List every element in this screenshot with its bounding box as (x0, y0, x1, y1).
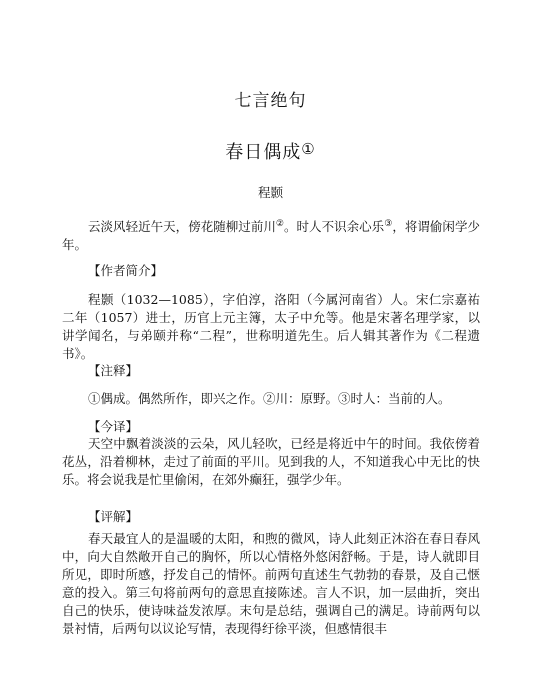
footnote-mark-3: ③ (384, 219, 393, 229)
translation-heading: 【今译】 (88, 419, 139, 434)
footnote-mark-1: ① (301, 140, 316, 158)
author-intro-text: 程颢（1032—1085），字伯淳，洛阳（今属河南省）人。宋仁宗嘉祐二年（1057）进士，历官上元主簿，太子中允等。他是宋著名理学家，以讲学闻名，与弟颐并称“二程”，世称明道先生。后人辑其著作为《二程遗书》。 (62, 292, 480, 361)
poem-text-part2: 。时人不识余心乐 (284, 219, 385, 234)
commentary-text: 春天最宜人的是温暖的太阳，和煦的微风，诗人此刻正沐浴在春日春风中，向大自然敞开自己的胸怀，所以心情格外悠闲舒畅。于是，诗人就即目所见，即时所感，抒发自己的情怀。前两句直述生气勃勃的春景，及自己惬意的投入。第三句将前两句的意思直接陈述。言人不识，加一层曲折，突出自己的快乐，使诗味益发浓厚。末句是总结，强调自己的满足。诗前两句以景衬情，后两句以议论写情，表现得纡徐平淡，但感情很丰 (62, 531, 480, 636)
poem-text-part3: ，将谓偷闲学少年。 (62, 219, 480, 252)
author-intro-heading: 【作者简介】 (88, 263, 164, 278)
poem-author: 程颢 (257, 185, 283, 200)
poem-text (62, 215, 480, 254)
notes-heading: 【注释】 (88, 363, 139, 378)
translation-text: 天空中飘着淡淡的云朵，风儿轻吹，已经是将近中午的时间。我依傍着花丛，沿着柳林，走过了前面的平川。见到我的人，不知道我心中无比的快乐。将会说我是忙里偷闲，在郊外癫狂，强学少年。 (62, 436, 480, 487)
section-title: 七言绝句 (234, 91, 307, 111)
poem-title-text: 春日偶成 (225, 142, 302, 163)
commentary-heading: 【评解】 (88, 509, 139, 524)
poem-title (0, 137, 541, 165)
notes-text: ①偶成。偶然所作，即兴之作。②川：原野。③时人：当前的人。 (88, 391, 451, 406)
footnote-mark-2: ② (275, 219, 284, 229)
poem-text-part1: 云淡风轻近午天，傍花随柳过前川 (88, 219, 276, 234)
